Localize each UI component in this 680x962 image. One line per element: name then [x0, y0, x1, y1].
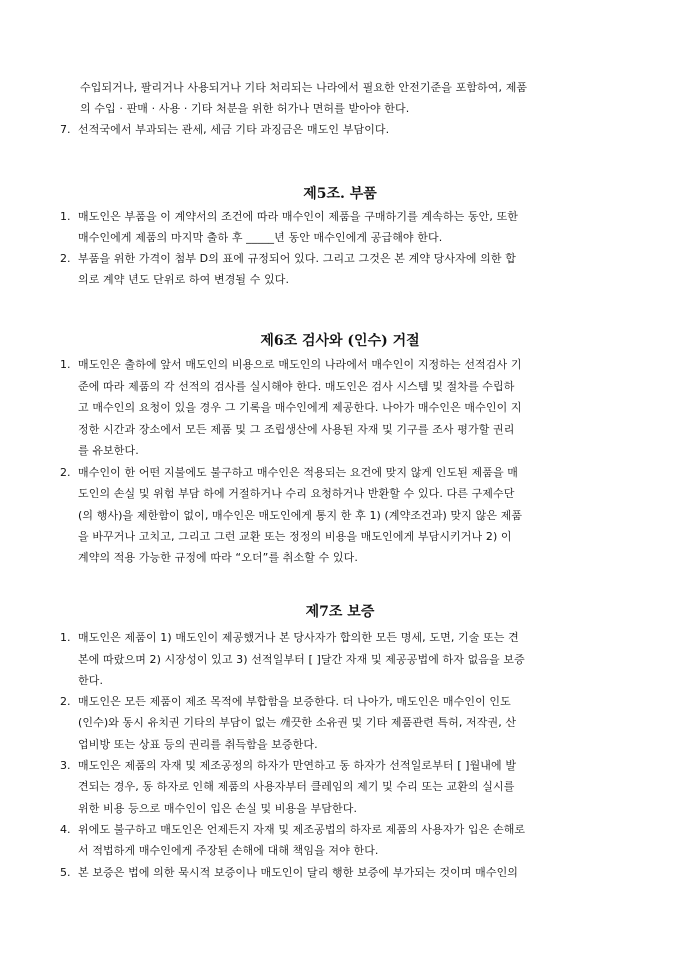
- intro-line-2: 의 수입 · 판매 · 사용 · 기타 처분을 위한 허가나 면허를 받아야 한다.: [80, 102, 410, 115]
- item-line: 의로 계약 년도 단위로 하여 변경될 수 있다.: [78, 273, 290, 286]
- item-line: 한다.: [78, 674, 104, 687]
- item-line: 매수인이 한 어떤 지불에도 불구하고 매수인은 적용되는 요건에 맞지 않게 인도된 제품을 매: [78, 466, 519, 479]
- item-line: 위에도 불구하고 매도인은 언제든지 자재 및 제조공법의 하자로 제품의 사용자가 입은 손해로: [78, 823, 526, 836]
- item-number: 2.: [60, 252, 71, 265]
- item-number: 2.: [60, 695, 71, 708]
- item-line: 업비방 또는 상표 등의 권리를 취득함을 보증한다.: [78, 738, 318, 751]
- item-number: 1.: [60, 358, 71, 371]
- item-line: 선적국에서 부과되는 관세, 세금 기타 과징금은 매도인 부담이다.: [78, 123, 390, 136]
- item-line: 부품을 위한 가격이 첨부 D의 표에 규정되어 있다. 그리고 그것은 본 계약 당사자에 의한 합: [78, 252, 516, 265]
- item-line: (인수)와 동시 유치권 기타의 부담이 없는 깨끗한 소유권 및 기타 제품관련 특허, 저작권, 산: [78, 716, 517, 729]
- item-line: 매도인은 출하에 앞서 매도인의 비용으로 매도인의 나라에서 매수인이 지정하는 선적검사 기: [78, 358, 522, 371]
- item-line: 매수인에게 제품의 마지막 출하 후 _____년 동안 매수인에게 공급해야 한다.: [78, 231, 443, 244]
- item-line: 준에 따라 제품의 각 선적의 검사를 실시해야 한다. 매도인은 검사 시스템 및 절차를 수립하: [78, 380, 515, 393]
- item-line: 본 보증은 법에 의한 묵시적 보증이나 매도인이 달리 행한 보증에 부가되는 것이며 매수인의: [78, 866, 519, 879]
- item-line: 매도인은 모든 제품이 제조 목적에 부합함을 보증한다. 더 나아가, 매도인은 매수인이 인도: [78, 695, 511, 708]
- item-line: 매도인은 제품의 자재 및 제조공정의 하자가 만연하고 동 하자가 선적일로부터 [ ]월내에 발: [78, 759, 517, 772]
- section-heading-5: 제5조. 부품: [303, 186, 377, 202]
- item-line: 를 유보한다.: [78, 444, 139, 457]
- section-heading-6: 제6조 검사와 (인수) 거절: [260, 333, 420, 349]
- section-heading-7: 제7조 보증: [305, 604, 375, 620]
- item-line: 정한 시간과 장소에서 모든 제품 및 그 조립생산에 사용된 자재 및 기구를 조사 평가할 권리: [78, 423, 515, 436]
- item-line: 매도인은 제품이 1) 매도인이 제공했거나 본 당사자가 합의한 모든 명세, 도면, 기술 또는 견: [78, 631, 519, 644]
- item-line: (의 행사)을 제한함이 없이, 매수인은 매도인에게 통지 한 후 1) (계약조건과) 맞지 않은 제품: [78, 509, 523, 522]
- item-line: 도인의 손실 및 위험 부담 하에 거절하거나 수리 요청하거나 반환할 수 있다. 다른 구제수단: [78, 487, 515, 500]
- item-number: 1.: [60, 631, 71, 644]
- item-number: 4.: [60, 823, 71, 836]
- item-line: 고 매수인의 요청이 있을 경우 그 기록을 매수인에게 제공한다. 나아가 매수인은 매수인이 지: [78, 401, 522, 414]
- item-number: 1.: [60, 210, 71, 223]
- item-line: 견되는 경우, 동 하자로 인해 제품의 사용자부터 클레임의 제기 및 수리 또는 교환의 실시를: [78, 780, 515, 793]
- intro-line-1: 수입되거나, 팔리거나 사용되거나 기타 처리되는 나라에서 필요한 안전기준을 포함하여, 제품: [80, 81, 528, 94]
- item-line: 매도인은 부품을 이 계약서의 조건에 따라 매수인이 제품을 구매하기를 계속하는 동안, 또한: [78, 210, 519, 223]
- item-line: 서 적법하게 매수인에게 주장된 손해에 대해 책임을 져야 한다.: [78, 844, 379, 857]
- item-line: 위한 비용 등으로 매수인이 입은 손실 및 비용을 부담한다.: [78, 802, 358, 815]
- item-line: 을 바꾸거나 고치고, 그리고 그런 교환 또는 정정의 비용을 매도인에게 부담시키거나 2) 이: [78, 530, 512, 543]
- item-number: 3.: [60, 759, 71, 772]
- item-number: 2.: [60, 466, 71, 479]
- item-number: 7.: [60, 123, 71, 136]
- item-line: 계약의 적용 가능한 규정에 따라 “오더”를 취소할 수 있다.: [78, 551, 358, 564]
- item-line: 본에 따랐으며 2) 시장성이 있고 3) 선적일부터 [ ]달간 자재 및 제공공법에 하자 없음을 보증: [78, 653, 525, 666]
- item-number: 5.: [60, 866, 71, 879]
